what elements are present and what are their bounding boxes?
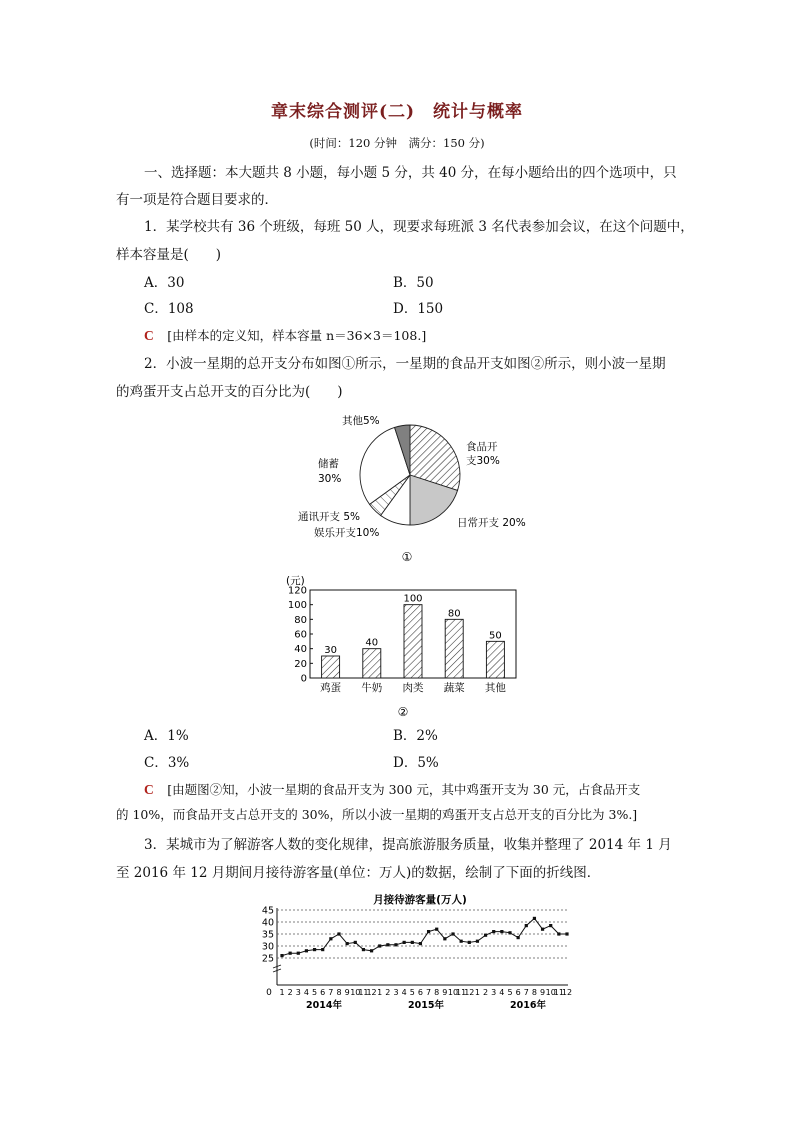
line-xtick-label: 4 [303, 988, 309, 997]
line-chart [250, 890, 590, 1020]
q2-option-a: A．1% [144, 728, 189, 744]
line-point [378, 944, 381, 947]
line-xlabels [279, 988, 572, 997]
line-xtick-label: 1 [279, 988, 285, 997]
q2-stem-line1: 2．小波一星期的总开支分布如图①所示，一星期的食品开支如图②所示，则小波一星期 [144, 356, 666, 372]
bar-value-label: 30 [324, 645, 337, 656]
bar-4 [486, 641, 504, 678]
pie-slices [360, 425, 460, 525]
pie-label-food-1: 食品开 [466, 441, 498, 453]
line-point [435, 928, 438, 931]
pie-label-telecom: 通讯开支 5% [298, 511, 360, 523]
line-ytick-label: 35 [261, 929, 274, 941]
q1-stem-line2: 样本容量是( ) [116, 247, 222, 263]
line-xtick-label: 11 [553, 988, 564, 997]
line-xtick-label: 8 [434, 988, 440, 997]
line-xtick-label: 10 [447, 988, 459, 997]
line-title: 月接待游客量(万人) [373, 894, 467, 906]
q1-explanation: [由样本的定义知，样本容量 n＝36×3＝108.] [167, 328, 427, 343]
line-point [403, 941, 406, 944]
line-xtick-label: 2 [483, 988, 489, 997]
q1-option-d: D．150 [393, 301, 444, 317]
line-point [370, 949, 373, 952]
line-point [517, 936, 520, 939]
line-point [289, 952, 292, 955]
year-label-2016: 2016年 [510, 1000, 546, 1011]
bar-yticks [288, 586, 313, 685]
pie-caption: ① [401, 550, 413, 564]
q2-explanation-1: [由题图②知，小波一星期的食品开支为 300 元，其中鸡蛋开支为 30 元，占食品开支 [167, 782, 641, 797]
line-ytick-label: 25 [261, 953, 274, 965]
bar-category-label: 鸡蛋 [320, 682, 342, 694]
line-ytick-label: 40 [261, 917, 274, 929]
year-label-2014: 2014年 [306, 1000, 342, 1011]
line-point [460, 940, 463, 943]
line-xtick-label: 11 [456, 988, 467, 997]
pie-label-other: 其他5% [342, 415, 380, 427]
line-point [565, 932, 568, 935]
q2-option-b: B．2% [393, 728, 438, 744]
line-xtick-label: 5 [507, 988, 513, 997]
q2-answer-line [144, 778, 640, 798]
line-grid [262, 906, 568, 986]
line-xtick-label: 12 [561, 988, 573, 997]
line-xtick-label: 10 [545, 988, 556, 997]
q1-option-b: B．50 [393, 275, 434, 291]
line-point [305, 949, 308, 952]
q2-option-c: C．3% [144, 755, 190, 771]
line-point [297, 952, 300, 955]
line-ytick-label: 30 [261, 941, 274, 953]
line-point [451, 932, 454, 935]
line-xtick-label: 4 [499, 988, 505, 997]
section-intro-line1: 一、选择题：本大题共 8 小题，每小题 5 分，共 40 分，在每小题给出的四个选项中，只 [144, 165, 677, 181]
line-xtick-label: 3 [393, 988, 399, 997]
line-xtick-label: 9 [442, 988, 448, 997]
bar-value-label: 80 [447, 608, 461, 620]
line-xtick-label: 12 [366, 988, 377, 997]
line-xtick-label: 9 [540, 988, 546, 997]
q2-explanation-2: 的 10%，而食品开支占总开支的 30%，所以小波一星期的鸡蛋开支占总开支的百分比为 3%.] [116, 807, 638, 822]
line-xtick-label: 2 [287, 988, 293, 997]
line-point [313, 948, 316, 951]
line-point [411, 941, 414, 944]
q1-option-c: C．108 [144, 301, 194, 317]
bar-chart [280, 568, 540, 718]
line-point [468, 941, 471, 944]
bar-ytick-label: 100 [287, 600, 307, 612]
line-point [337, 932, 340, 935]
line-point [541, 928, 544, 931]
line-ytick-label: 45 [261, 905, 274, 917]
line-xtick-label: 5 [312, 988, 318, 997]
bar-2 [404, 605, 422, 678]
bar-ytick-label: 0 [300, 673, 307, 685]
page-subtitle: (时间：120 分钟 满分：150 分) [309, 136, 485, 150]
bar-ylabel: (元) [286, 575, 305, 587]
pie-chart [280, 405, 540, 565]
line-xtick-label: 1 [474, 988, 480, 997]
line-series [282, 918, 567, 955]
q3-stem-line1: 3．某城市为了解游客人数的变化规律，提高旅游服务质量，收集并整理了 2014 年 1 月 [144, 837, 672, 853]
line-point [329, 937, 332, 940]
line-point [346, 942, 349, 945]
line-point [354, 941, 357, 944]
pie-label-savings-2: 30% [318, 473, 342, 485]
line-point [525, 924, 528, 927]
bar-0 [322, 656, 340, 678]
line-xtick-label: 11 [358, 988, 369, 997]
bar-caption: ② [397, 705, 409, 718]
line-xtick-label: 2 [385, 988, 391, 997]
line-xtick-label: 7 [426, 988, 432, 997]
line-xtick-label: 6 [320, 988, 326, 997]
line-point [500, 930, 503, 933]
line-point [484, 934, 487, 937]
bar-category-label: 肉类 [402, 682, 424, 694]
bar-category-label: 蔬菜 [443, 682, 465, 694]
line-xtick-label: 8 [531, 988, 537, 997]
line-point [419, 942, 422, 945]
line-point [394, 943, 397, 946]
bar-value-label: 100 [403, 593, 423, 605]
line-point [280, 954, 283, 957]
bar-value-label: 50 [489, 630, 502, 642]
q1-answer: C [144, 328, 154, 343]
bar-3 [445, 619, 463, 678]
bar-ytick-label: 60 [294, 629, 307, 641]
line-xtick-label: 9 [344, 988, 350, 997]
bar-value-label: 40 [365, 637, 379, 649]
pie-label-food-2: 支30% [466, 455, 500, 467]
q3-stem-line2: 至 2016 年 12 月期间月接待游客量(单位：万人)的数据，绘制了下面的折线图． [116, 865, 601, 881]
q2-option-d: D．5% [393, 755, 439, 771]
q2-answer: C [144, 782, 154, 797]
line-xtick-label: 8 [336, 988, 342, 997]
line-point [492, 930, 495, 933]
line-xtick-label: 6 [515, 988, 521, 997]
bar-ytick-label: 20 [294, 658, 307, 670]
q1-stem-line1: 1．某学校共有 36 个班级，每班 50 人，现要求每班派 3 名代表参加会议，在这个问题中， [144, 219, 694, 235]
line-xtick-label: 6 [417, 988, 423, 997]
year-label-2015: 2015年 [408, 1000, 444, 1011]
bar-ytick-label: 80 [294, 614, 307, 626]
line-point [508, 931, 511, 934]
line-marks [280, 917, 568, 957]
line-point [549, 924, 552, 927]
line-point [533, 917, 536, 920]
line-xtick-label: 7 [523, 988, 529, 997]
bar-marks [320, 594, 506, 694]
bar-ytick-label: 40 [294, 644, 307, 656]
q1-answer-line [144, 324, 426, 344]
bar-ytick-label: 120 [287, 585, 307, 597]
line-point [386, 943, 389, 946]
line-xtick-label: 5 [409, 988, 415, 997]
bar-1 [363, 649, 381, 678]
line-point [557, 932, 560, 935]
line-point [427, 930, 430, 933]
line-point [362, 948, 365, 951]
line-point [443, 937, 446, 940]
bar-category-label: 其他 [484, 682, 506, 694]
q2-stem-line2: 的鸡蛋开支占总开支的百分比为( ) [116, 384, 343, 400]
line-xtick-label: 4 [401, 988, 407, 997]
section-intro-line2: 有一项是符合题目要求的． [116, 192, 278, 208]
line-xtick-label: 7 [328, 988, 334, 997]
line-xtick-label: 10 [350, 988, 361, 997]
line-xtick-label: 1 [377, 988, 383, 997]
pie-label-daily: 日常开支 20% [457, 517, 526, 529]
line-point [321, 948, 324, 951]
line-origin-label: 0 [266, 988, 272, 998]
line-point [476, 940, 479, 943]
page-title: 章末综合测评(二) 统计与概率 [270, 102, 524, 122]
pie-label-savings-1: 储蓄 [318, 458, 339, 470]
line-xtick-label: 3 [295, 988, 301, 997]
line-xtick-label: 12 [464, 988, 475, 997]
line-xtick-label: 3 [491, 988, 497, 997]
pie-label-entertainment: 娱乐开支10% [314, 527, 380, 539]
bar-category-label: 牛奶 [361, 682, 383, 694]
q1-option-a: A．30 [144, 275, 185, 291]
